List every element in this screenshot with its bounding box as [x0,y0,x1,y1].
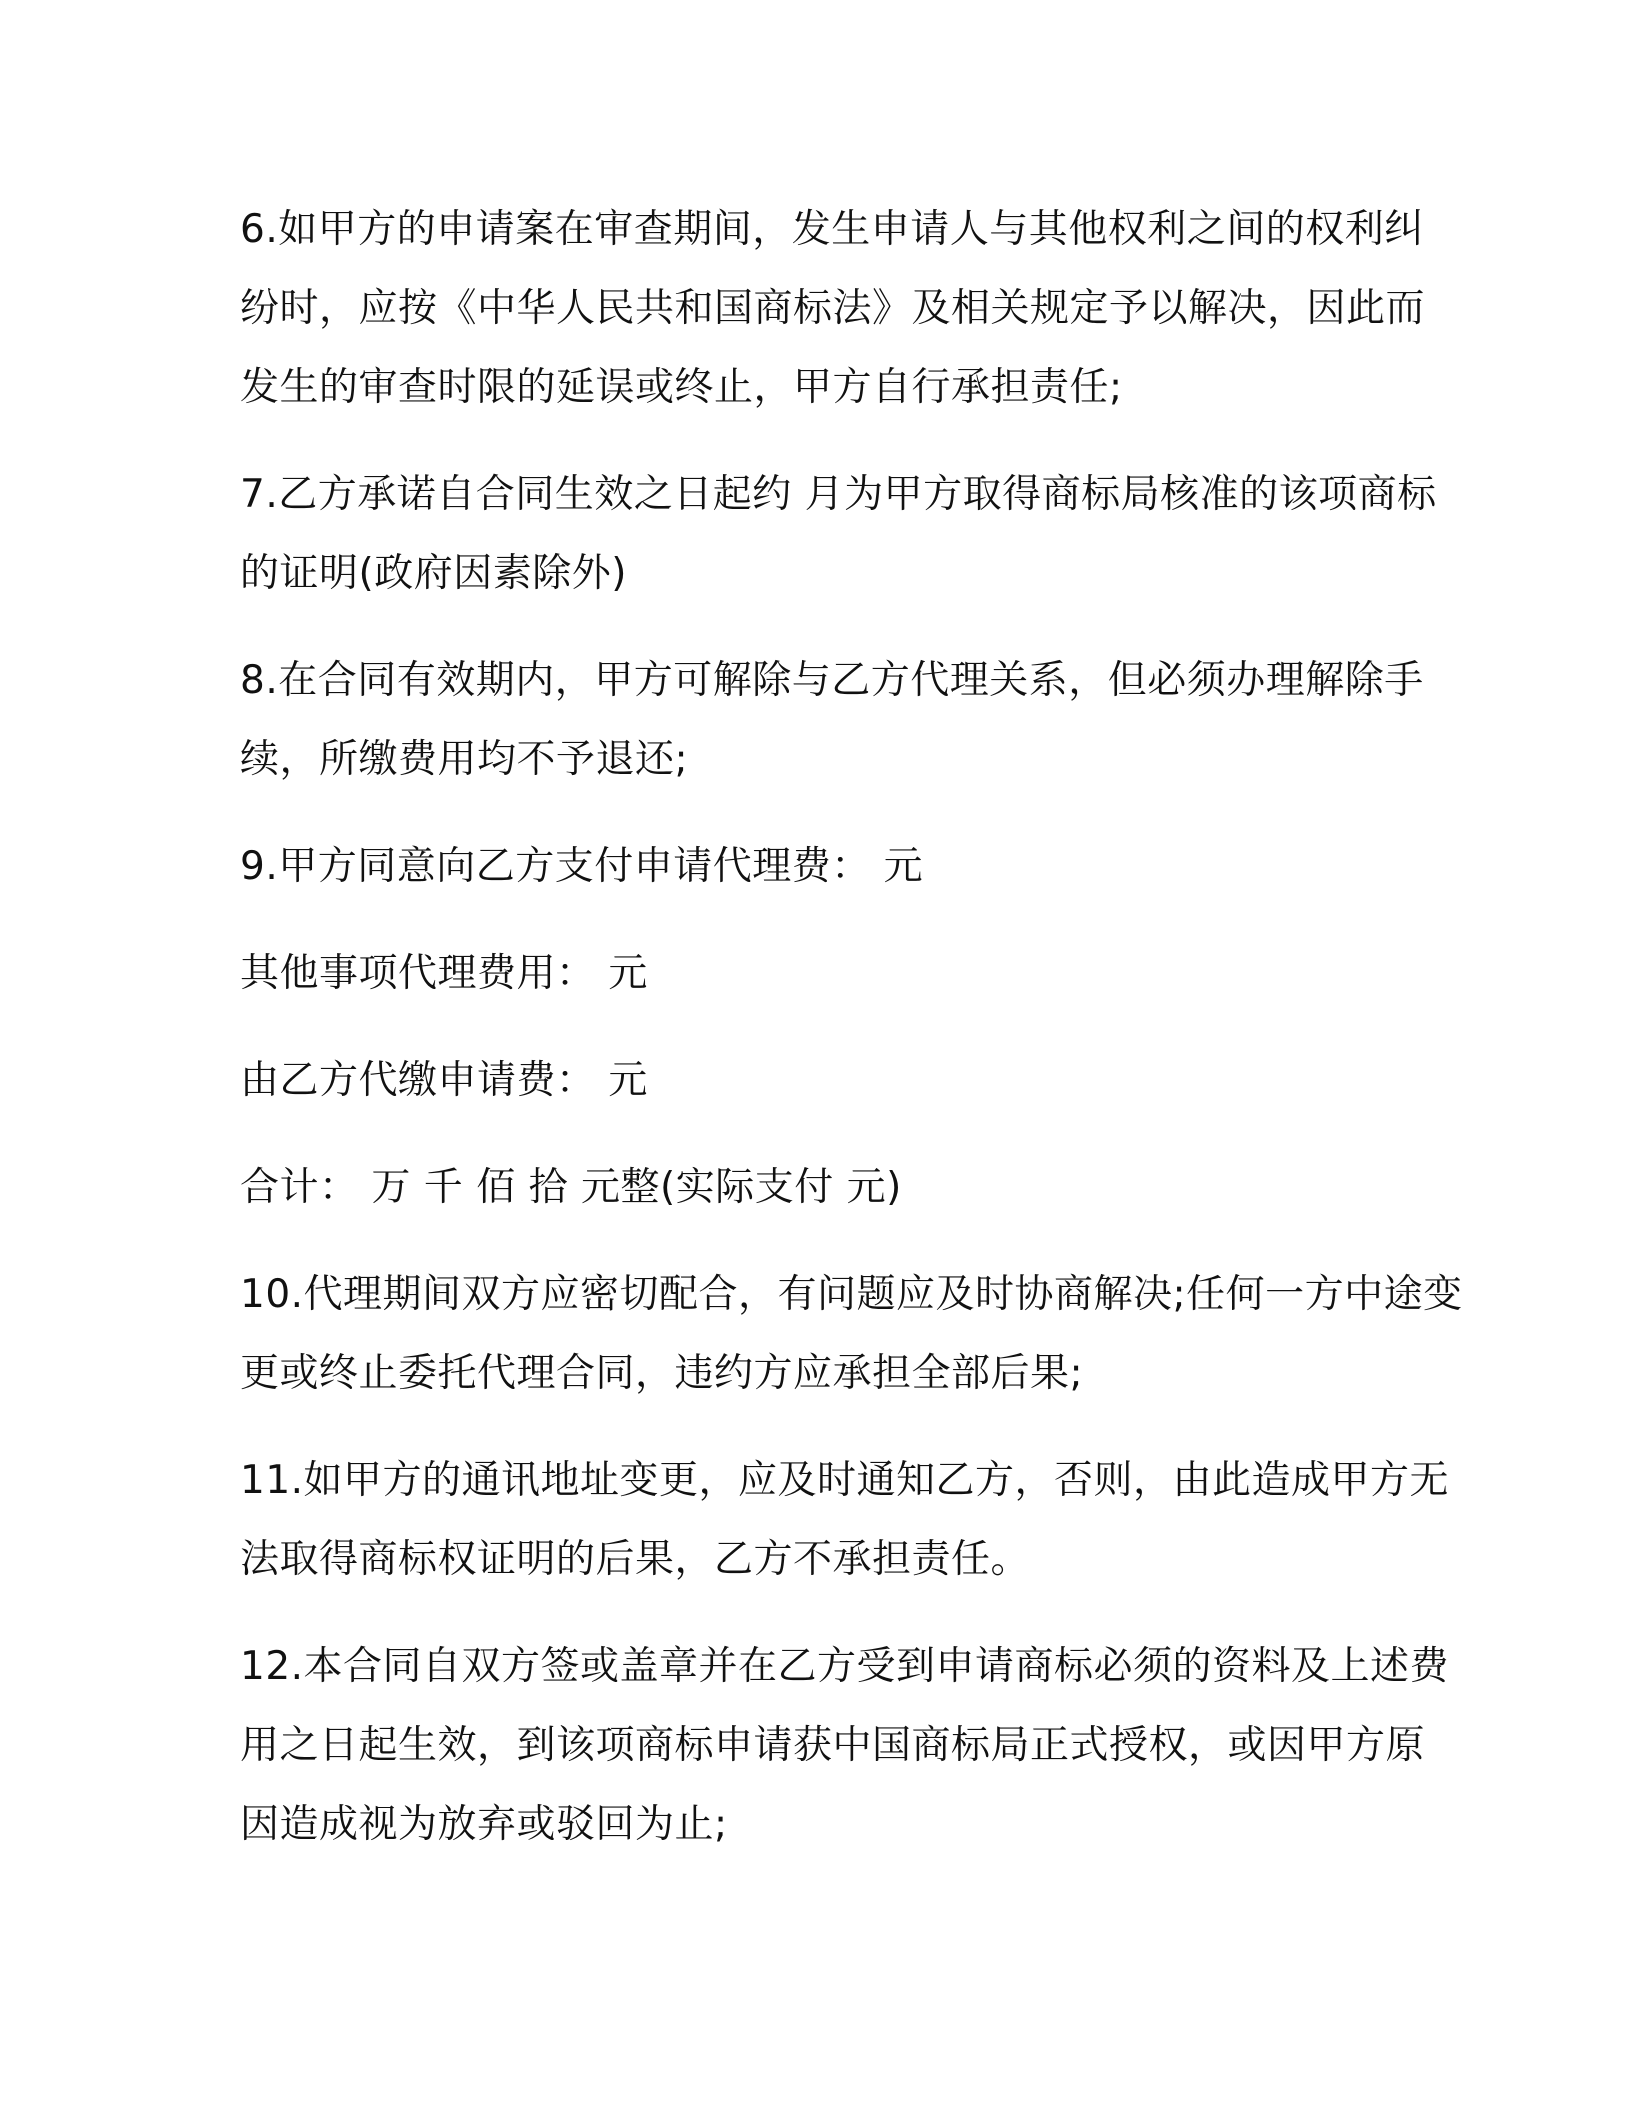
text-line: 9.甲方同意向乙方支付申请代理费： 元 [240,844,924,889]
application-fee [240,1041,1410,1120]
clause-6 [240,190,1426,427]
text-line: 用之日起生效，到该项商标申请获中国商标局正式授权，或因甲方原 [240,1723,1426,1768]
text-line: 的证明(政府因素除外) [240,551,627,596]
clause-8 [240,641,1424,799]
clause-7 [240,455,1437,613]
text-line: 因造成视为放弃或驳回为止; [240,1802,728,1847]
clause-10 [240,1255,1463,1413]
contract-body [240,190,1463,1892]
text-line: 其他事项代理费用： 元 [240,951,648,996]
clause-12 [240,1627,1450,1864]
text-line: 法取得商标权证明的后果，乙方不承担责任。 [240,1537,1031,1582]
text-line: 11.如甲方的通讯地址变更，应及时通知乙方，否则，由此造成甲方无 [240,1458,1450,1503]
text-line: 10.代理期间双方应密切配合，有问题应及时协商解决;任何一方中途变 [240,1272,1463,1317]
text-line: 发生的审查时限的延误或终止，甲方自行承担责任; [240,365,1123,410]
text-line: 12.本合同自双方签或盖章并在乙方受到申请商标必须的资料及上述费 [240,1644,1450,1689]
text-line: 续，所缴费用均不予退还; [240,737,689,782]
clause-9-agency-fee [240,827,1410,906]
text-line: 纷时，应按《中华人民共和国商标法》及相关规定予以解决，因此而 [240,286,1426,331]
text-line: 由乙方代缴申请费： 元 [240,1058,648,1103]
text-line: 更或终止委托代理合同，违约方应承担全部后果; [240,1351,1084,1396]
total-amount [240,1148,1410,1227]
text-line: 8.在合同有效期内，甲方可解除与乙方代理关系，但必须办理解除手 [240,658,1424,703]
text-line: 7.乙方承诺自合同生效之日起约 月为甲方取得商标局核准的该项商标 [240,472,1437,517]
clause-11 [240,1441,1450,1599]
text-line: 6.如甲方的申请案在审查期间，发生申请人与其他权利之间的权利纠 [240,207,1424,252]
other-fees [240,934,1410,1013]
text-line: 合计： 万 千 佰 拾 元整(实际支付 元) [240,1165,902,1210]
